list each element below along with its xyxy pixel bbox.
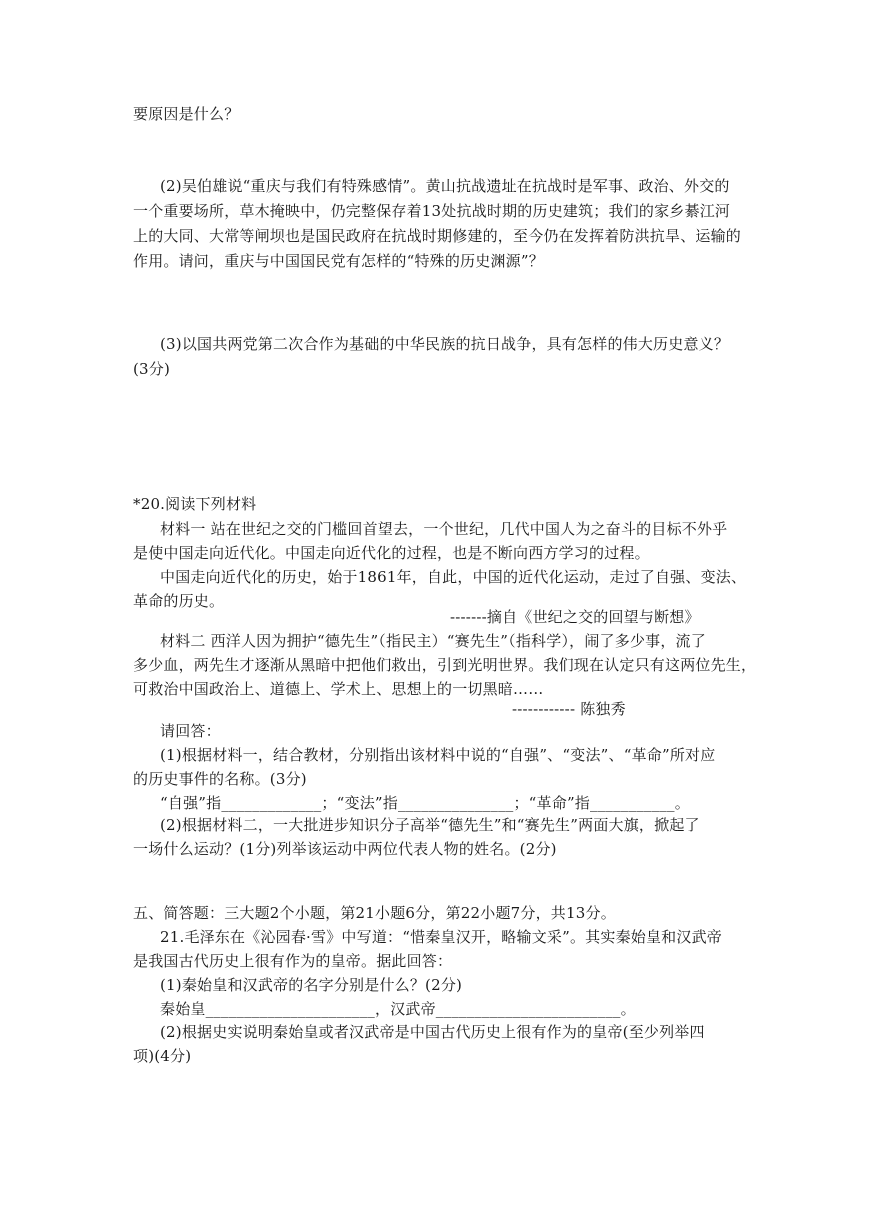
q20-sub2-line-1: (2)根据材料二，一大批进步知识分子高举“德先生”和“赛先生”两面大旗，掀起了 — [160, 816, 700, 834]
q20-material2-line-1: 材料二 西洋人因为拥护“德先生”（指民主）“赛先生”（指科学），闹了多少事，流了 — [160, 632, 706, 650]
q20-material1-line-3: 中国走向近代化的历史，始于1861年，自此，中国的近代化运动，走过了自强、变法、 — [160, 568, 747, 586]
q19-part2-line-2: 一个重要场所，草木掩映中，仍完整保存着13处抗战时期的历史建筑；我们的家乡綦江河 — [133, 202, 731, 220]
section5-title: 五、简答题：三大题2个小题，第21小题6分，第22小题7分，共13分。 — [133, 904, 616, 922]
q19-tail-line: 要原因是什么？ — [133, 105, 240, 123]
q20-material1-line-4: 革命的历史。 — [133, 592, 225, 610]
q19-part2-line-1: (2)吴伯雄说“重庆与我们有特殊感情”。黄山抗战遗址在抗战时是军事、政治、外交的 — [160, 177, 730, 195]
q21-sub1: (1)秦始皇和汉武帝的名字分别是什么？(2分) — [160, 976, 463, 994]
q20-sub1-blanks: “自强”指_____________；“变法”指_______________；“革命”指___________。 — [160, 794, 690, 812]
q20-material1-line-1: 材料一 站在世纪之交的门槛回首望去，一个世纪，几代中国人为之奋斗的目标不外乎 — [160, 520, 728, 538]
q20-material2-source: ------------ 陈独秀 — [512, 700, 626, 718]
q19-part3-line-2: (3分) — [133, 360, 171, 378]
q21-sub2-line-1: (2)根据史实说明秦始皇或者汉武帝是中国古代历史上很有作为的皇帝(至少列举四 — [160, 1023, 705, 1041]
q19-part2-line-3: 上的大同、大常等闸坝也是国民政府在抗战时期修建的，至今仍在发挥着防洪抗旱、运输的 — [133, 227, 742, 245]
q20-sub2-line-2: 一场什么运动？(1分)列举该运动中两位代表人物的姓名。(2分) — [133, 840, 557, 858]
q20-sub1-line-1: (1)根据材料一，结合教材，分别指出该材料中说的“自强”、“变法”、“革命”所对应 — [160, 746, 716, 764]
q20-material2-line-2: 多少血，两先生才逐渐从黑暗中把他们救出，引到光明世界。我们现在认定只有这两位先生， — [133, 656, 757, 674]
q20-title: *20.阅读下列材料 — [133, 495, 257, 513]
q21-sub2-line-2: 项)(4分) — [133, 1047, 192, 1065]
q21-sub1-blanks: 秦始皇______________________，汉武帝________________________。 — [160, 1000, 636, 1018]
q19-part3-line-1: (3)以国共两党第二次合作为基础的中华民族的抗日战争，具有怎样的伟大历史意义？ — [160, 335, 730, 353]
q20-sub1-line-2: 的历史事件的名称。(3分) — [133, 770, 307, 788]
q19-part2-line-4: 作用。请问，重庆与中国国民党有怎样的“特殊的历史渊源”？ — [133, 252, 544, 270]
q21-line-1: 21.毛泽东在《沁园春·雪》中写道：“惜秦皇汉开，略输文采”。其实秦始皇和汉武帝 — [160, 928, 722, 946]
q20-material1-line-2: 是使中国走向近代化。中国走向近代化的过程，也是不断向西方学习的过程。 — [133, 544, 650, 562]
q20-prompt: 请回答： — [160, 722, 221, 740]
q21-line-2: 是我国古代历史上很有作为的皇帝。据此回答： — [133, 952, 453, 970]
q20-material1-source: -------摘自《世纪之交的回望与断想》 — [450, 608, 700, 626]
q20-material2-line-3: 可救治中国政治上、道德上、学术上、思想上的一切黑暗…… — [133, 680, 544, 698]
